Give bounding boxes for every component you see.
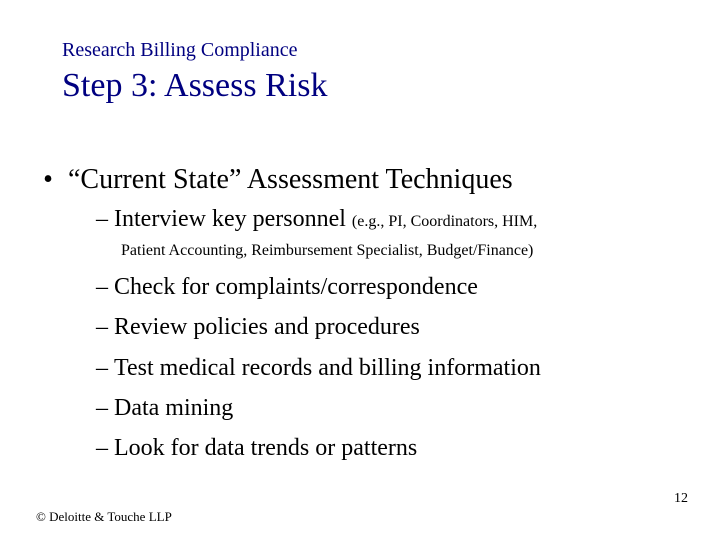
main-bullet [28,163,513,197]
sub-item-interview [96,204,537,237]
copyright-footer: © Deloitte & Touche LLP [36,509,172,524]
sub-item-text: Check for complaints/correspondence [114,274,478,300]
sub-item-data-trends [96,433,417,463]
slide-subtitle: Research Billing Compliance [62,39,298,61]
sub-item-text: Review policies and procedures [114,314,420,340]
dash-marker: – [96,435,108,461]
sub-item-data-mining [96,393,233,423]
sub-item-text: Test medical records and billing information [114,355,541,381]
bullet-marker: • [43,164,53,195]
dash-marker: – [96,355,108,381]
sub-item-text: Interview key personnel [114,206,346,232]
sub-item-detail: (e.g., PI, Coordinators, HIM, [351,213,538,230]
sub-item-text: Look for data trends or patterns [114,435,418,461]
sub-item-medical-records [96,353,541,383]
dash-marker: – [96,274,108,300]
dash-marker: – [96,206,108,232]
sub-item-policies [96,312,420,342]
sub-item-text: Data mining [114,395,234,421]
dash-marker: – [96,314,108,340]
sub-item-detail-continuation: Patient Accounting, Reimbursement Specialist, Budget/Finance) [121,242,534,259]
dash-marker: – [96,395,108,421]
sub-item-complaints [96,272,478,302]
page-number: 12 [674,491,688,506]
slide-title: Step 3: Assess Risk [62,67,328,104]
main-bullet-text: “Current State” Assessment Techniques [68,164,513,195]
